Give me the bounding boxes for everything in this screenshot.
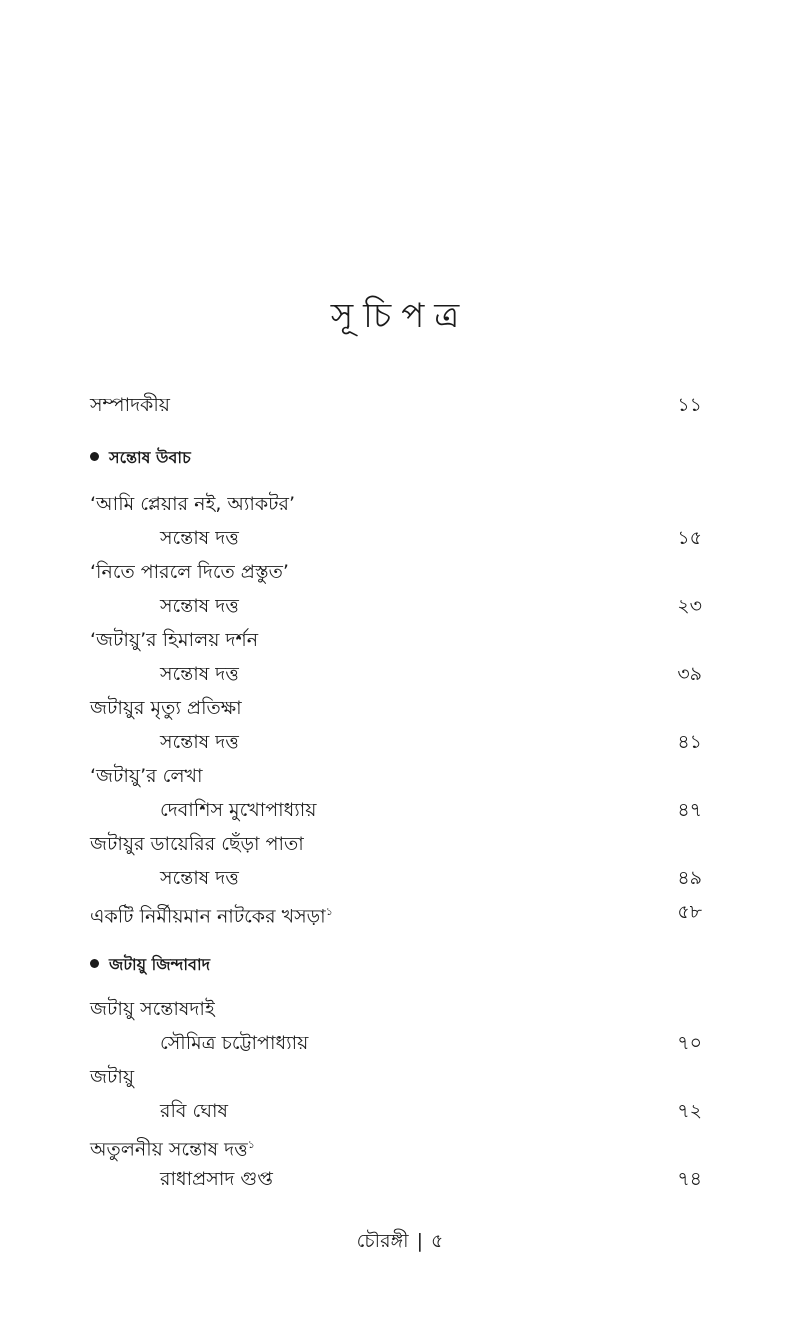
entry-page-number: ৩৯ [677,663,702,685]
footer-publication-name: চৌরঙ্গী [356,1230,409,1252]
footnote-marker: ১ [247,1138,255,1151]
entry-page-number: ২৩ [677,595,702,617]
toc-entry-title[interactable] [90,691,702,725]
entry-page-number: ৭০ [677,1032,702,1054]
toc-entry-author [90,1162,702,1196]
entry-title: একটি নির্মীয়মান নাটকের খসড়া$^১$ [90,905,333,928]
entry-author: রাধাপ্রসাদ গুপ্ত [160,1168,273,1190]
entry-author: সন্তোষ দত্ত [160,731,239,753]
entry-title: জটায়ু সন্তোষদাই [90,998,215,1020]
toc-entry-editorial[interactable] [90,388,702,422]
section-heading-text: জটায়ু জিন্দাবাদ [109,955,210,974]
entry-title: ‘নিতে পারলে দিতে প্রস্তুত’ [90,561,289,583]
toc-entry-title[interactable] [90,1060,702,1094]
entry-author: রবি ঘোষ [160,1100,228,1122]
entry-page-number: ৪৯ [677,867,702,889]
section-heading [90,443,191,473]
toc-entry-title[interactable] [90,1128,702,1162]
entry-page-number: ৭২ [677,1100,702,1122]
entry-title: সম্পাদকীয় [90,394,170,416]
entry-author: সন্তোষ দত্ত [160,663,239,685]
entry-page-number: ৭৪ [677,1168,702,1190]
entry-author: সন্তোষ দত্ত [160,867,239,889]
toc-entry-author [90,725,702,759]
section-heading [90,950,210,980]
entry-author: সন্তোষ দত্ত [160,527,239,549]
footer-separator: | [416,1230,423,1252]
entry-author: দেবাশিস মুখোপাধ্যায় [160,799,317,821]
entry-title: ‘আমি প্লেয়ার নই, অ্যাকটর’ [90,493,296,515]
toc-entry-title[interactable] [90,759,702,793]
entry-title: জটায়ুর ডায়েরির ছেঁড়া পাতা [90,833,304,855]
bullet-icon [90,452,99,461]
entry-author: সৌমিত্র চট্টোপাধ্যায় [160,1032,309,1054]
entry-page-number: ৫৮ [677,901,702,923]
toc-entry-title[interactable] [90,555,702,589]
toc-entry-title[interactable] [90,895,702,929]
entry-page-number: ১১ [677,394,702,416]
entry-title: ‘জটায়ু’র লেখা [90,765,203,787]
toc-entry-title[interactable] [90,992,702,1026]
toc-entry-author [90,1026,702,1060]
toc-entry-author [90,793,702,827]
toc-entry-author [90,861,702,895]
toc-entry-author [90,589,702,623]
toc-entry-title[interactable] [90,827,702,861]
entry-title: অতুলনীয় সন্তোষ দত্ত$^১$ [90,1138,255,1161]
page-title: সূচিপত্র [330,296,470,336]
entry-title: জটায়ু [90,1066,135,1088]
entry-author: সন্তোষ দত্ত [160,595,239,617]
entry-page-number: ৪১ [677,731,702,753]
section-heading-text: সন্তোষ উবাচ [109,448,191,467]
page-footer [0,1226,800,1256]
toc-entry-title[interactable] [90,487,702,521]
footer-page-number: ৫ [430,1230,444,1252]
entry-page-number: ৪৭ [677,799,702,821]
entry-title: জটায়ুর মৃত্যু প্রতিক্ষা [90,697,242,719]
toc-entry-title[interactable] [90,623,702,657]
footnote-marker: ১ [325,905,333,918]
entry-page-number: ১৫ [677,527,702,549]
toc-entry-author [90,1094,702,1128]
entry-title: ‘জটায়ু’র হিমালয় দর্শন [90,629,259,651]
bullet-icon [90,959,99,968]
toc-entry-author [90,521,702,555]
toc-entry-author [90,657,702,691]
